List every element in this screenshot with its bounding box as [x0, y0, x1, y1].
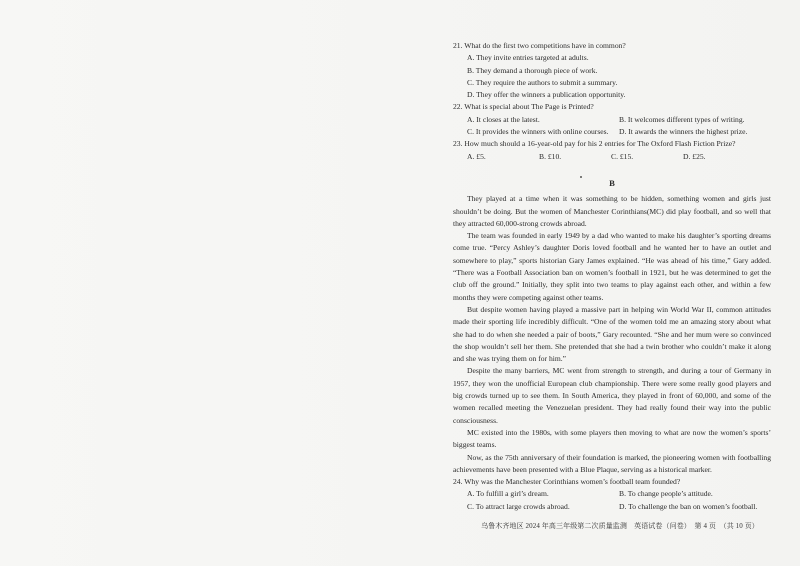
- exam-content: [453, 40, 771, 513]
- page-footer: 乌鲁木齐地区 2024 年高三年级第二次质量监测 英语试卷（问卷） 第 4 页 （共 10 页）: [481, 522, 759, 530]
- question-23-stem: 23. How much should a 16-year-old pay for his 2 entries for The Oxford Flash Fiction Prize?: [453, 139, 736, 149]
- question-22-option-c: C. It provides the winners with online courses.: [467, 127, 609, 137]
- question-21-option-b: B. They demand a thorough piece of work.: [467, 65, 598, 75]
- section-b-title: B: [609, 177, 615, 188]
- question-21-option-d: D. They offer the winners a publication opportunity.: [467, 90, 626, 100]
- question-23-options-row: [467, 151, 771, 163]
- question-23-option-c: C. £15.: [611, 151, 634, 161]
- passage-paragraph-3: But despite women having played a massive part in helping win World War II, common attitudes made their sporting life incredibly difficult. “One of the women told me an amazing story about what she had to do when she needed a pair of boots,” Gary recounted. “She and her mum were so convinced the shop wouldn’t sell her them. She pretended that she had a twin brother who couldn’t make it along and she was trying them on for him.”: [453, 304, 771, 364]
- question-24-option-a: A. To fulfill a girl’s dream.: [467, 489, 549, 499]
- question-22-options-row-2: [467, 126, 771, 138]
- question-24-option-c: C. To attract large crowds abroad.: [467, 501, 570, 511]
- question-22-options-row-1: [467, 114, 771, 126]
- passage-paragraph-6: Now, as the 75th anniversary of their foundation is marked, the pioneering women with footballing achievements have been presented with a Blue Plaque, serving as a historical marker.: [453, 452, 771, 474]
- passage-paragraph-4: Despite the many barriers, MC went from strength to strength, and during a tour of Germany in 1957, they won the unofficial European club championship. There were some really good players and big crowds turned up to see them. In South America, they played in front of 60,000, and some of the women recalled meeting the Venezuelan president. They had really found their way into the public consciousness.: [453, 366, 771, 425]
- passage-paragraph-1: They played at a time when it was something to be hidden, something women and girls just shouldn’t be doing. But the women of Manchester Corinthians(MC) did play football, and so well that they attracted 60,000-strong crowds abroad.: [453, 194, 771, 228]
- question-24-option-d: D. To challenge the ban on women’s football.: [619, 501, 758, 511]
- question-24-options-row-1: [467, 488, 771, 500]
- question-22-option-b: B. It welcomes different types of writing.: [619, 114, 745, 124]
- scan-speck: [580, 176, 582, 178]
- question-21-stem: 21. What do the first two competitions have in common?: [453, 41, 626, 50]
- question-24-option-b: B. To change people’s attitude.: [619, 489, 713, 499]
- question-22-stem: 22. What is special about The Page is Printed?: [453, 102, 594, 112]
- question-23-option-b: B. £10.: [539, 151, 562, 161]
- question-23-option-d: D. £25.: [683, 151, 706, 161]
- passage-paragraph-2: The team was founded in early 1949 by a dad who wanted to make his daughter’s sporting dreams come true. “Percy Ashley’s daughter Doris loved football and he wanted her to have an outlet and somewhere to play,” sports historian Gary James explained. “He was ahead of his time,” Gary added. “There was a Football Association ban on women’s football in 1921, but he was determined to get the club off the ground.” Initially, they split into two teams to play against each other, and within a few months they were competing against other teams.: [453, 231, 771, 302]
- question-24-stem: 24. Why was the Manchester Corinthians women’s football team founded?: [453, 477, 681, 487]
- question-22-option-d: D. It awards the winners the highest prize.: [619, 127, 748, 137]
- question-21-option-a: A. They invite entries targeted at adults.: [467, 53, 589, 63]
- passage-paragraph-5: MC existed into the 1980s, with some players then moving to what are now the women’s sports’ biggest teams.: [453, 427, 771, 450]
- question-21-option-c: C. They require the authors to submit a summary.: [467, 77, 618, 87]
- question-24-options-row-2: [467, 501, 771, 513]
- question-22-option-a: A. It closes at the latest.: [467, 114, 540, 124]
- question-23-option-a: A. £5.: [467, 151, 486, 161]
